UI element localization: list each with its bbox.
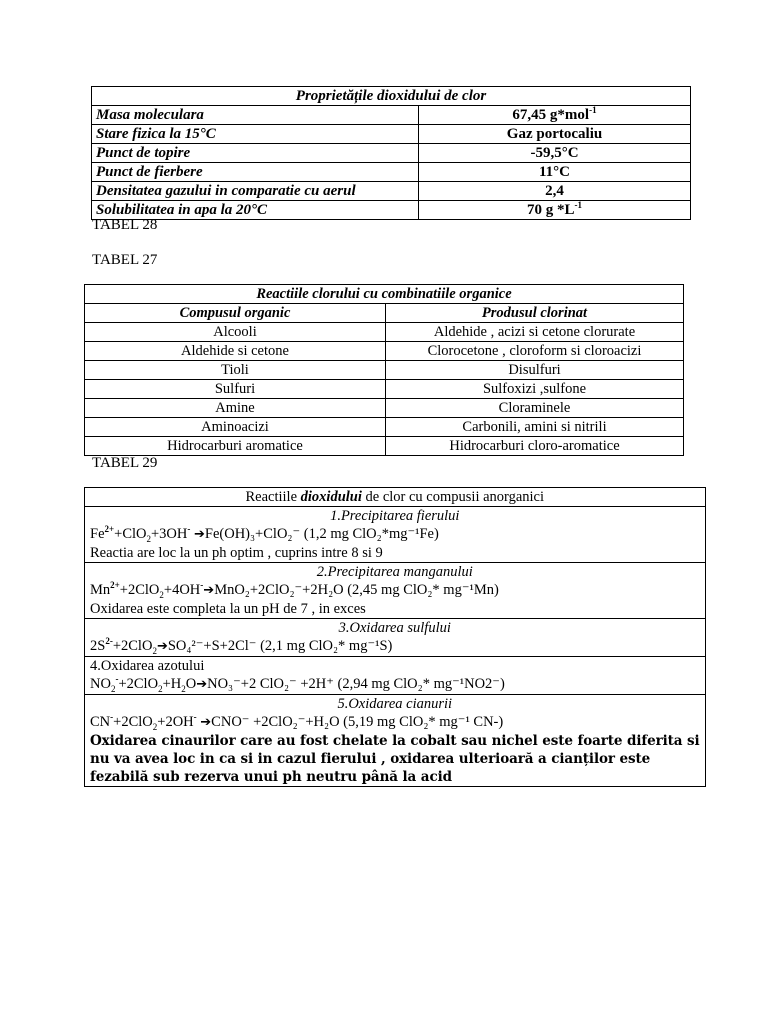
table-cell: Sulfuri	[85, 380, 386, 399]
table-row	[92, 182, 691, 201]
section-heading: 1.Precipitarea fierului	[330, 508, 460, 524]
reaction-section	[85, 563, 706, 619]
reaction-section	[85, 507, 706, 563]
property-name: Stare fizica la 15°C	[92, 125, 419, 144]
table-chlorine-organic-reactions	[84, 284, 684, 456]
table-row	[92, 201, 691, 220]
table-title: Reactiile clorului cu combinatiile organice	[85, 285, 684, 304]
property-value: 67,45 g*mol$^{-1}$	[419, 106, 691, 125]
table-caption-28: TABEL 28	[92, 217, 158, 233]
property-value: 2,4	[419, 182, 691, 201]
table-cell: Sulfoxizi ,sulfone	[386, 380, 684, 399]
table-cell: Hidrocarburi aromatice	[85, 437, 386, 456]
reaction-note: Oxidarea cinaurilor care au fost chelate la cobalt sau nichel este foarte diferita si	[90, 733, 700, 749]
table-title: Reactiile dioxidului de clor cu compusii anorganici	[85, 488, 706, 507]
reaction-section	[85, 657, 706, 695]
table-row	[85, 342, 684, 361]
property-value: -59,5°C	[419, 144, 691, 163]
property-value: 70 g $*L^{-1}$	[419, 201, 691, 220]
property-name: Solubilitatea in apa la 20°C	[92, 201, 419, 220]
table-title-row	[85, 285, 684, 304]
table-cell: Cloraminele	[386, 399, 684, 418]
table-row	[85, 361, 684, 380]
property-name: Densitatea gazului in comparatie cu aerul	[92, 182, 419, 201]
table-row	[92, 144, 691, 163]
reaction-equation: $2S^{2-}+2ClO_2➔SO_4^{2-}+S+2Cl^-$ (2,1 mg ClO₂* mg⁻¹S)	[90, 636, 393, 656]
arrow-right-icon: ➔	[194, 527, 205, 542]
table-cell: Disulfuri	[386, 361, 684, 380]
table-cell: Aminoacizi	[85, 418, 386, 437]
table-chlorine-dioxide-inorganic-reactions	[84, 487, 706, 787]
section-heading: 4.Oxidarea azotului	[90, 658, 205, 674]
arrow-right-icon: ➔	[196, 677, 208, 692]
arrow-right-icon: ➔	[203, 583, 215, 598]
table-caption-27: TABEL 27	[92, 252, 158, 268]
table-cell: Hidrocarburi cloro-aromatice	[386, 437, 684, 456]
section-heading: 3.Oxidarea sulfului	[338, 620, 451, 636]
table-header-row	[85, 304, 684, 323]
property-name: Masa moleculara	[92, 106, 419, 125]
reaction-equation: $Mn^{2+}+2ClO_2+4OH^-➔MnO_2+2ClO_2^-+2H_2O$ (2,45 mg ClO₂* mg⁻¹Mn)	[90, 580, 499, 600]
table-chlorine-dioxide-properties	[91, 86, 691, 220]
column-header: Compusul organic	[85, 304, 386, 323]
table-row	[92, 125, 691, 144]
table-row	[85, 418, 684, 437]
table-cell: Carbonili, amini si nitrili	[386, 418, 684, 437]
property-name: Punct de fierbere	[92, 163, 419, 182]
column-header: Produsul clorinat	[386, 304, 684, 323]
reaction-equation: $NO_2^-+2ClO_2+H_2O➔NO_3^-+2$ ClO₂⁻ +2H⁺ (2,94 mg ClO₂* mg⁻¹NO2⁻)	[90, 674, 505, 694]
section-heading: 5.Oxidarea cianurii	[337, 696, 453, 712]
table-row	[85, 437, 684, 456]
table-title: Proprietățile dioxidului de clor	[92, 87, 691, 106]
reaction-cell	[85, 695, 706, 787]
reaction-cell	[85, 507, 706, 563]
reaction-section	[85, 619, 706, 657]
arrow-right-icon: ➔	[200, 715, 212, 730]
table-row	[92, 106, 691, 125]
table-cell: Amine	[85, 399, 386, 418]
reaction-note: nu va avea loc in ca si in cazul fierului , oxidarea ulterioară a cianților este	[90, 751, 651, 767]
reaction-cell	[85, 563, 706, 619]
reaction-note: fezabilă sub rezerva unui ph neutru până la acid	[90, 769, 452, 785]
arrow-right-icon: ➔	[156, 639, 168, 654]
table-row	[85, 323, 684, 342]
table-row	[85, 399, 684, 418]
table-cell: Aldehide si cetone	[85, 342, 386, 361]
table-row	[85, 380, 684, 399]
table-title-row	[85, 488, 706, 507]
property-name: Punct de topire	[92, 144, 419, 163]
table-cell: Aldehide , acizi si cetone clorurate	[386, 323, 684, 342]
table-row	[92, 163, 691, 182]
property-value: 11°C	[419, 163, 691, 182]
reaction-section	[85, 695, 706, 787]
table-title-row	[92, 87, 691, 106]
table-cell: Clorocetone , cloroform si cloroacizi	[386, 342, 684, 361]
reaction-equation: CN-+2ClO$_2$+2OH- ➔CNO⁻ +2ClO₂⁻+H₂O (5,19 mg ClO₂* mg⁻¹ CN-)	[90, 712, 504, 732]
reaction-note: Oxidarea este completa la un pH de 7 , in exces	[90, 601, 366, 617]
reaction-note: Reactia are loc la un ph optim , cuprins intre 8 si 9	[90, 545, 383, 561]
property-value: Gaz portocaliu	[419, 125, 691, 144]
table-cell: Tioli	[85, 361, 386, 380]
section-heading: 2.Precipitarea manganului	[316, 564, 473, 580]
table-cell: Alcooli	[85, 323, 386, 342]
table-caption-29: TABEL 29	[92, 455, 158, 471]
reaction-equation: $Fe^{2+}+ClO_2+3OH^-$ ➔Fe(OH)₃+ClO₂⁻ (1,2 mg ClO₂*mg⁻¹Fe)	[90, 524, 439, 544]
reaction-cell	[85, 619, 706, 657]
reaction-cell	[85, 657, 706, 695]
